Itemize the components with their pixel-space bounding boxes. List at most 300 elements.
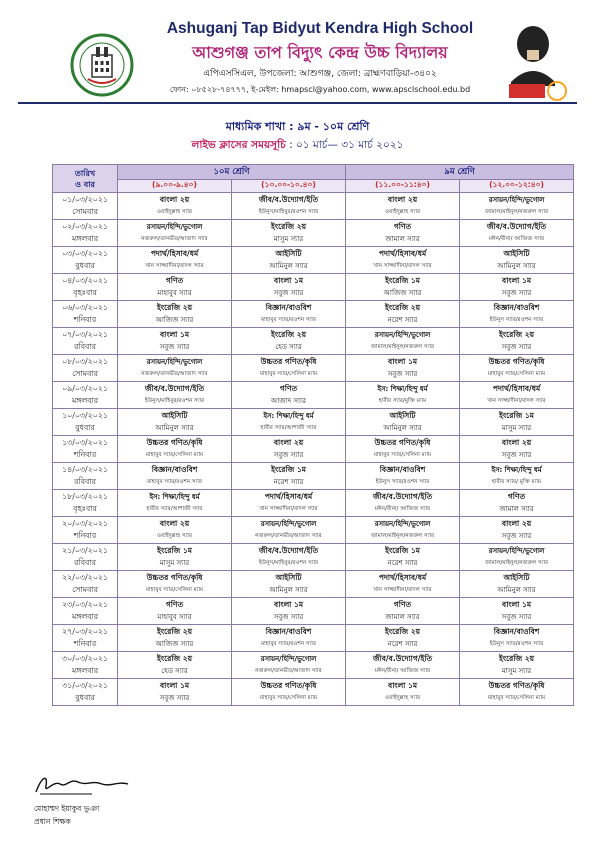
headmaster-title: প্রধান শিক্ষক (34, 817, 71, 826)
subject-name: বাংলা ২য় (159, 195, 190, 204)
teacher-name: জামাল/মাইনুল/নজরুল স্যার (484, 560, 549, 566)
teacher-name: সবুজ স্যার (273, 289, 304, 297)
headmaster-signature (32, 772, 142, 798)
date-text: ১৩/০৩/২০২১ (62, 438, 108, 447)
time-slot-header: (১০.০০-১০.৪০) (232, 180, 346, 193)
teacher-name: আমিনুল স্যার (269, 262, 308, 270)
teacher-name: ইউনুস স্যার/রওশন স্যার (489, 641, 544, 647)
day-text: বুধবার (75, 261, 95, 270)
date-text: ৩১/০৩/২০২১ (62, 681, 108, 690)
day-text: শনিবার (73, 450, 97, 459)
teacher-name: ওবাইদুল্লাহ স্যার (156, 533, 193, 539)
subject-name: জীব/ব.উদ্যোগ/ইতি (258, 195, 319, 204)
date-cell (53, 193, 118, 220)
day-text: সোমবার (72, 369, 98, 378)
class-cell (346, 490, 460, 517)
date-cell (53, 409, 118, 436)
subject-name: ইংরেজি ২য় (156, 627, 193, 636)
class-cell (232, 598, 346, 625)
subject-name: ইংরেজি ২য় (499, 654, 535, 663)
subject-name: আইসিটি (275, 249, 302, 258)
teacher-name: মঈন/বীনা/ আজিজ স্যার (488, 236, 545, 242)
date-cell (53, 679, 118, 706)
teacher-name: মাহাবুব স্যার (157, 289, 192, 297)
subject-name: ইংরেজি ১ম (157, 546, 192, 555)
subject-name: উচ্চতর গণিত/কৃষি (488, 357, 545, 366)
teacher-name: মাহাবুব স্যার/সেলিনা ম্যাম (145, 452, 204, 458)
date-cell (53, 436, 118, 463)
class-cell (346, 301, 460, 328)
class-cell (460, 544, 574, 571)
table-row (53, 220, 574, 247)
class-cell (460, 220, 574, 247)
teacher-name: মাসুম স্যার (501, 424, 532, 432)
class-cell (232, 517, 346, 544)
date-text: ০৬/০৩/২০২১ (62, 303, 108, 312)
table-row (53, 679, 574, 706)
date-cell (53, 625, 118, 652)
class-cell (460, 274, 574, 301)
subject-name: বাংলা ১ম (160, 681, 189, 690)
subject-name: বাংলা ১ম (274, 276, 303, 285)
subject-name: বাংলা ২য় (501, 519, 532, 528)
subject-name: রসায়ন/হিন্দি/ভুগোল (260, 655, 317, 663)
subject-name: পদার্থ/হিসাব/ধর্ম (378, 573, 427, 582)
date-text: ২০/০৩/২০২১ (62, 519, 108, 528)
day-text: বৃহঃবার (73, 288, 97, 297)
class-cell (460, 652, 574, 679)
teacher-name: ওবাইদুল্লাহ স্যার (156, 209, 193, 215)
class-cell (346, 436, 460, 463)
teacher-name: নজরুল/তানভীর/আজাদ স্যার (141, 371, 208, 377)
teacher-name: আমিনুল স্যার (269, 586, 308, 594)
class-cell (232, 382, 346, 409)
class-cell (346, 220, 460, 247)
subject-name: ইস: শিক্ষা/হিন্দু ধর্ম (149, 493, 200, 501)
class-cell (232, 328, 346, 355)
teacher-name: নজরুল/তানভীর/আজাদ স্যার (255, 668, 322, 674)
teacher-name: খান সাজ্জাদীনা/বাদল স্যার (259, 506, 318, 512)
subject-name: জীব/ব.উদ্যোগ/ইতি (372, 492, 433, 501)
subject-name: গণিত (393, 222, 412, 231)
teacher-name: আজিজ স্যার (155, 640, 194, 648)
section-title: মাধ্যমিক শাখা : ৯ম - ১০ম শ্রেণি (225, 120, 370, 133)
class-cell (118, 328, 232, 355)
subject-name: উচ্চতর গণিত/কৃষি (260, 681, 317, 690)
subject-name: ইংরেজি ২য় (156, 303, 193, 312)
subject-name: ইংরেজি ২য় (499, 330, 535, 339)
date-text: ১০/০৩/২০২১ (62, 411, 108, 420)
date-cell (53, 220, 118, 247)
teacher-name: মাহাবুব স্যার/সেলিনা ম্যাম (373, 452, 432, 458)
teacher-name: জামাল স্যার (385, 613, 420, 621)
subject-name: বাংলা ১ম (388, 681, 417, 690)
subject-name: রসায়ন/হিন্দি/ভুগোল (374, 331, 431, 339)
subject-name: জীব/ব.উদ্যোগ/ইতি (144, 384, 205, 393)
subject-name: বাংলা ১ম (388, 357, 417, 366)
subject-name: পদার্থ/হিসাব/ধর্ম (150, 249, 199, 258)
class-cell (346, 193, 460, 220)
date-text: ০৯/০৩/২০২১ (62, 384, 108, 393)
teacher-name: জামাল/মাইনুল/নজরুল স্যার (370, 533, 435, 539)
teacher-name: মাহাবুব স্যার/রওশন স্যার (261, 641, 316, 647)
teacher-name: মাহাবুব স্যার/সেলিনা ম্যাম (145, 587, 204, 593)
class-cell (346, 409, 460, 436)
day-text: শনিবার (73, 639, 97, 648)
subject-name: ইংরেজি ২য় (156, 654, 193, 663)
table-row (53, 517, 574, 544)
teacher-name: জামাল/মাইনুল/নজরুল স্যার (370, 344, 435, 350)
teacher-name: সবুজ স্যার (387, 370, 418, 378)
class-cell (232, 625, 346, 652)
subject-name: ইস: শিক্ষা/হিন্দু ধর্ম (263, 412, 314, 420)
schedule-title (0, 138, 595, 155)
class-cell (346, 328, 460, 355)
subject-name: ইস: শিক্ষা/হিন্দু ধর্ম (491, 466, 542, 474)
day-text: মঙ্গলবার (71, 396, 99, 405)
class-cell (118, 436, 232, 463)
subject-name: ইংরেজি ১ম (271, 465, 306, 474)
class-cell (460, 490, 574, 517)
class-cell (346, 571, 460, 598)
subject-name: ইস: শিক্ষা/হিন্দু ধর্ম (377, 385, 428, 393)
subject-name: বাংলা ২য় (501, 438, 532, 447)
teacher-name: খান সাজ্জাদীনা/বাদল স্যার (373, 587, 432, 593)
date-cell (53, 544, 118, 571)
teacher-name: আমিনুল স্যার (497, 586, 536, 594)
teacher-name: হাবীব স্যার/মুক্তি ম্যাম (378, 398, 427, 404)
class-cell (460, 382, 574, 409)
class-cell (118, 598, 232, 625)
teacher-name: ইউনুস/মাহিবুর/রওশন স্যার (258, 560, 319, 566)
teacher-name: সবুজ স্যার (501, 532, 532, 540)
date-cell (53, 328, 118, 355)
class-cell (118, 409, 232, 436)
table-row (53, 463, 574, 490)
teacher-name: সবুজ স্যার (273, 451, 304, 459)
day-text: শনিবার (73, 531, 97, 540)
teacher-name: আজিজ স্যার (155, 316, 194, 324)
teacher-name: হেড স্যার (275, 343, 302, 351)
class-routine-table (52, 164, 574, 706)
class-cell (460, 463, 574, 490)
day-text: বুধবার (75, 693, 95, 702)
class-cell (460, 625, 574, 652)
class-cell (118, 382, 232, 409)
class-cell (118, 355, 232, 382)
subject-name: বাংলা ১ম (274, 600, 303, 609)
teacher-name: জামাল স্যার (385, 235, 420, 243)
school-name-bn: আশুগঞ্জ তাপ বিদ্যুৎ কেন্দ্র উচ্চ বিদ্যালয় (192, 43, 448, 62)
teacher-name: জামাল/মাইনুল/নজরুল স্যার (484, 209, 549, 215)
date-text: ০৪/০৩/২০২১ (62, 276, 108, 285)
subject-name: গণিত (165, 276, 184, 285)
table-row (53, 409, 574, 436)
day-text: বৃহঃবার (73, 504, 97, 513)
table-row (53, 301, 574, 328)
teacher-name: ইউনুস/মাহিবুর/রওশন স্যার (144, 398, 205, 404)
class-cell (346, 598, 460, 625)
date-cell (53, 571, 118, 598)
school-logo (70, 33, 134, 97)
teacher-name: আমিনুল স্যার (383, 424, 422, 432)
subject-name: উচ্চতর গণিত/কৃষি (488, 681, 545, 690)
teacher-name: নজরুল/তানভীর/আজাদ স্যার (141, 236, 208, 242)
table-row (53, 625, 574, 652)
schedule-title-label: লাইভ ক্লাসের সময়সূচি (191, 139, 286, 151)
date-cell (53, 517, 118, 544)
date-cell (53, 463, 118, 490)
subject-name: বিজ্ঞান/বাওবিশ (379, 465, 426, 474)
teacher-name: আমিনুল স্যার (155, 424, 194, 432)
teacher-name: হেড স্যার (161, 667, 188, 675)
class-cell (460, 193, 574, 220)
class-cell (346, 463, 460, 490)
class-cell (232, 652, 346, 679)
time-slot-header: (১১.০০-১১:৪০) (346, 180, 460, 193)
subject-name: ইংরেজি ২য় (270, 222, 307, 231)
subject-name: বিজ্ঞান/বাওবিশ (265, 303, 312, 312)
date-day-header (53, 165, 118, 193)
subject-name: বিজ্ঞান/বাওবিশ (493, 303, 540, 312)
class-cell (346, 625, 460, 652)
teacher-name: নজরুল/তানভীর/আজাদ স্যার (255, 533, 322, 539)
time-slot-header: (১২.০০-১২:৪০) (460, 180, 574, 193)
date-cell (53, 382, 118, 409)
class-cell (232, 301, 346, 328)
time-slot-header: (৯.০০-৯.৪০) (118, 180, 232, 193)
subject-name: বাংলা ১ম (502, 600, 531, 609)
subject-name: রসায়ন/হিন্দি/ভুগোল (488, 196, 545, 204)
date-text: ২৭/০৩/২০২১ (62, 627, 108, 636)
date-text: ০৭/০৩/২০২১ (62, 330, 108, 339)
date-text: ২২/০৩/২০২১ (62, 573, 108, 582)
grade-10-header: ১০ম শ্রেণি (118, 165, 346, 180)
class-cell (232, 193, 346, 220)
table-row (53, 247, 574, 274)
subject-name: আইসিটি (275, 573, 302, 582)
teacher-name: ইউনুস স্যার/রওশন স্যার (375, 479, 430, 485)
subject-name: গণিত (393, 600, 412, 609)
date-cell (53, 598, 118, 625)
class-cell (460, 436, 574, 463)
table-row (53, 652, 574, 679)
subject-name: রসায়ন/হিন্দি/ভুগোল (374, 520, 431, 528)
teacher-name: জামাল স্যার (499, 505, 534, 513)
class-cell (232, 247, 346, 274)
teacher-name: নরেশ স্যার (387, 559, 418, 567)
subject-name: বাংলা ২য় (387, 195, 418, 204)
subject-name: বাংলা ১ম (160, 330, 189, 339)
subject-name: আইসিটি (503, 573, 530, 582)
teacher-name: সবুজ স্যার (501, 343, 532, 351)
table-row (53, 544, 574, 571)
day-text: মঙ্গলবার (71, 612, 99, 621)
class-cell (232, 436, 346, 463)
subject-name: জীব/ব.উদ্যোগ/ইতি (372, 654, 433, 663)
class-cell (346, 652, 460, 679)
subject-name: ইংরেজি ২য় (385, 303, 421, 312)
day-text: রবিবার (74, 477, 96, 486)
teacher-name: হাবীব স্যার/আশাজী স্যার (146, 506, 203, 512)
table-row (53, 193, 574, 220)
table-row (53, 598, 574, 625)
teacher-name: ওবাইদুল্লাহ স্যার (384, 209, 421, 215)
class-cell (118, 301, 232, 328)
subject-name: বাংলা ২য় (159, 519, 190, 528)
subject-name: রসায়ন/হিন্দি/ভুগোল (488, 547, 545, 555)
subject-name: ইংরেজি ১ম (385, 276, 420, 285)
class-cell (460, 301, 574, 328)
class-cell (460, 598, 574, 625)
table-row (53, 382, 574, 409)
subject-name: রসায়ন/হিন্দি/ভুগোল (146, 223, 203, 231)
teacher-name: খান সাজ্জাদীনা/বাদল স্যার (487, 398, 546, 404)
teacher-name: আজাদ স্যার (271, 397, 306, 405)
teacher-name: সবুজ স্যার (159, 343, 190, 351)
class-cell (346, 355, 460, 382)
teacher-name: মঈন/বীনা/ আজিজ স্যার (374, 668, 431, 674)
school-name-en: Ashuganj Tap Bidyut Kendra High School (166, 20, 474, 37)
grade-9-header: ৯ম শ্রেণি (346, 165, 574, 180)
subject-name: উচ্চতর গণিত/কৃষি (146, 438, 203, 447)
teacher-name: সবুজ স্যার (273, 613, 304, 621)
headmaster-name: মোহাম্মদ ইয়াকুব ভুঞা (34, 804, 100, 813)
subject-name: জীব/ব.উদ্যোগ/ইতি (258, 546, 319, 555)
teacher-name: মাহাবুব স্যার/সেলিনা ম্যাম (487, 371, 546, 377)
class-cell (118, 571, 232, 598)
teacher-name: ইউনুস স্যার/রওশন স্যার (489, 317, 544, 323)
day-text: সোমবার (72, 585, 98, 594)
class-cell (346, 247, 460, 274)
subject-name: গণিত (279, 384, 298, 393)
teacher-name: মাহাবুব স্যার/সেলিনা ম্যাম (259, 695, 318, 701)
schedule-date-range: : ০১ মার্চ— ৩১ মার্চ ২০২১ (289, 139, 404, 151)
subject-name: ইংরেজি ১ম (385, 546, 420, 555)
date-text: ৩০/০৩/২০২১ (62, 654, 108, 663)
day-text: রবিবার (74, 342, 96, 351)
table-row (53, 571, 574, 598)
date-cell (53, 355, 118, 382)
subject-name: উচ্চতর গণিত/কৃষি (146, 573, 203, 582)
class-cell (346, 382, 460, 409)
subject-name: পদার্থ/হিসাব/ধর্ম (492, 384, 541, 393)
class-cell (118, 274, 232, 301)
teacher-name: নরেশ স্যার (387, 640, 418, 648)
date-text: ০২/০৩/২০২১ (62, 222, 108, 231)
table-row (53, 328, 574, 355)
teacher-name: সবুজ স্যার (501, 451, 532, 459)
class-cell (460, 517, 574, 544)
subject-name: রসায়ন/হিন্দি/ভুগোল (146, 358, 203, 366)
date-day-header-line: তারিখ (74, 168, 96, 178)
class-cell (460, 328, 574, 355)
class-cell (118, 679, 232, 706)
date-text: ০৩/০৩/২০২১ (62, 249, 108, 258)
subject-name: রসায়ন/হিন্দি/ভুগোল (260, 520, 317, 528)
date-cell (53, 652, 118, 679)
day-text: মঙ্গলবার (71, 666, 99, 675)
subject-name: বাংলা ২য় (273, 438, 304, 447)
class-cell (118, 544, 232, 571)
table-row (53, 355, 574, 382)
teacher-name: সবুজ স্যার (159, 694, 190, 702)
class-cell (460, 571, 574, 598)
subject-name: ইংরেজি ১ম (499, 411, 534, 420)
table-row (53, 274, 574, 301)
day-text: রবিবার (74, 558, 96, 567)
class-cell (232, 409, 346, 436)
subject-name: আইসিটি (161, 411, 188, 420)
subject-name: ইংরেজি ২য় (385, 627, 421, 636)
teacher-name: নরেশ স্যার (273, 478, 304, 486)
class-cell (346, 274, 460, 301)
teacher-name: সবুজ স্যার (501, 613, 532, 621)
date-cell (53, 247, 118, 274)
date-day-header-line: ও বার (75, 179, 95, 189)
class-cell (232, 463, 346, 490)
subject-name: জীব/ব.উদ্যোগ/ইতি (486, 222, 547, 231)
teacher-name: মাহাবুব স্যার/সেলিনা ম্যাম (259, 371, 318, 377)
class-cell (346, 517, 460, 544)
teacher-name: মাহাবুব স্যার (157, 613, 192, 621)
subject-name: বিজ্ঞান/বাওবিশ (265, 627, 312, 636)
teacher-name: হাবীব স্যার/আশাজী স্যার (260, 425, 317, 431)
day-text: মঙ্গলবার (71, 234, 99, 243)
class-cell (232, 490, 346, 517)
class-cell (118, 247, 232, 274)
date-text: ২৩/০৩/২০২১ (62, 600, 108, 609)
class-cell (460, 355, 574, 382)
date-cell (53, 490, 118, 517)
subject-name: বিজ্ঞান/বাওবিশ (493, 627, 540, 636)
date-text: ০৮/০৩/২০২১ (62, 357, 108, 366)
class-cell (118, 193, 232, 220)
class-cell (346, 544, 460, 571)
day-text: শনিবার (73, 315, 97, 324)
class-cell (232, 355, 346, 382)
teacher-name: আমিনুল স্যার (497, 262, 536, 270)
teacher-name: আজিজ স্যার (383, 289, 422, 297)
class-cell (232, 679, 346, 706)
class-cell (232, 220, 346, 247)
subject-name: উচ্চতর গণিত/কৃষি (260, 357, 317, 366)
class-cell (118, 652, 232, 679)
class-cell (460, 409, 574, 436)
school-address: এপিএসসিএল, উপজেলা: আশুগঞ্জ, জেলা: ব্রাহ্মণবাড়িয়া-৩৪০২ (203, 69, 437, 79)
class-cell (232, 571, 346, 598)
subject-name: বাংলা ১ম (502, 276, 531, 285)
class-cell (118, 490, 232, 517)
class-cell (460, 679, 574, 706)
class-cell (232, 544, 346, 571)
class-cell (346, 679, 460, 706)
subject-name: গণিত (165, 600, 184, 609)
subject-name: বিজ্ঞান/বাওবিশ (151, 465, 198, 474)
subject-name: ইংরেজি ২য় (270, 330, 307, 339)
subject-name: পদার্থ/হিসাব/ধর্ম (264, 492, 313, 501)
date-cell (53, 301, 118, 328)
subject-name: আইসিটি (389, 411, 416, 420)
mujib-centenary-logo (505, 20, 567, 104)
teacher-name: খান সাজ্জাদীনা/বাদল স্যার (373, 263, 432, 269)
table-row (53, 436, 574, 463)
class-cell (118, 463, 232, 490)
class-cell (460, 247, 574, 274)
subject-name: পদার্থ/হিসাব/ধর্ম (378, 249, 427, 258)
date-text: ১৪/০৩/২০২১ (62, 465, 108, 474)
date-cell (53, 274, 118, 301)
